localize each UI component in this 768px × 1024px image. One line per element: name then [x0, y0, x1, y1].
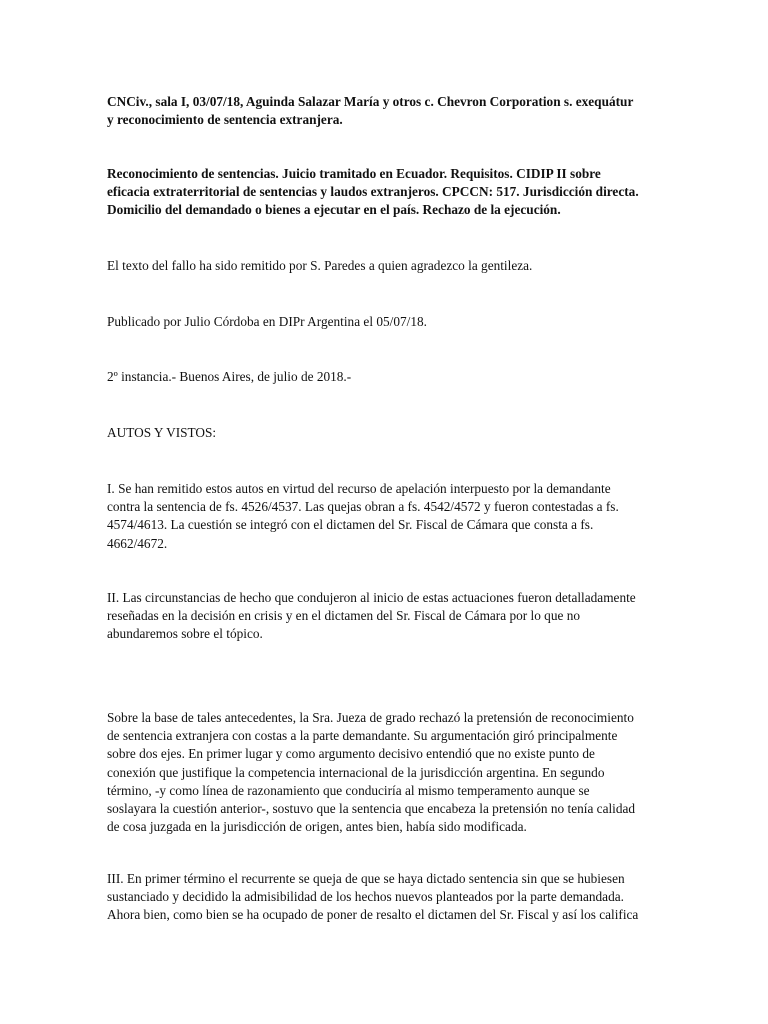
title-line: CNCiv., sala I, 03/07/18, Aguinda Salazar María y otros c. Chevron Corporation s. exequátur: [107, 94, 634, 109]
published-paragraph: [107, 313, 667, 331]
section-1-line: I. Se han remitido estos autos en virtud del recurso de apelación interpuesto por la demandante: [107, 481, 611, 496]
base-paragraph-line: sobre dos ejes. En primer lugar y como argumento decisivo entendió que no existe punto de: [107, 746, 595, 762]
instance-paragraph: [107, 368, 667, 386]
summary-line: Reconocimiento de sentencias. Juicio tramitado en Ecuador. Requisitos. CIDIP II sobre: [107, 166, 601, 181]
section-2-paragraph: [107, 589, 667, 644]
section-3-line: sustanciado y decidido la admisibilidad de los hechos nuevos planteados por la parte demandada.: [107, 889, 624, 905]
base-paragraph-line: soslayara la cuestión anterior-, sostuvo que la sentencia que encabeza la pretensión no tenía calidad: [107, 800, 636, 816]
published-line: Publicado por Julio Córdoba en DIPr Argentina el 05/07/18.: [107, 314, 427, 329]
section-3-line: Ahora bien, como bien se ha ocupado de poner de resalto el dictamen del Sr. Fiscal y así los califica: [107, 907, 639, 923]
section-3-paragraph: [107, 870, 667, 925]
base-paragraph-line: de sentencia extranjera con costas a la parte demandante. Su argumentación giró principalmente: [107, 728, 618, 744]
autos-heading-line: AUTOS Y VISTOS:: [107, 425, 217, 440]
section-3-line: III. En primer término el recurrente se queja de que se haya dictado sentencia sin que se hubiesen: [107, 871, 625, 886]
autos-heading: [107, 424, 667, 442]
section-2-line: reseñadas en la decisión en crisis y en el dictamen del Sr. Fiscal de Cámara por lo que no: [107, 608, 581, 624]
summary-line: Domicilio del demandado o bienes a ejecutar en el país. Rechazo de la ejecución.: [107, 202, 561, 218]
base-paragraph-line: término, -y como línea de razonamiento que conduciría al mismo temperamento aunque se: [107, 782, 590, 798]
credit-paragraph: [107, 257, 667, 275]
base-paragraph-line: conexión que justifique la competencia internacional de la jurisdicción argentina. En segundo: [107, 764, 605, 780]
section-2-line: abundaremos sobre el tópico.: [107, 626, 263, 642]
section-1-line: contra la sentencia de fs. 4526/4537. Las quejas obran a fs. 4542/4572 y fueron contestadas a fs.: [107, 499, 619, 515]
section-2-line: II. Las circunstancias de hecho que condujeron al inicio de estas actuaciones fueron detalladamente: [107, 590, 636, 605]
document-summary: [107, 165, 667, 220]
summary-line: eficacia extraterritorial de sentencias y laudos extranjeros. CPCCN: 517. Jurisdicción directa.: [107, 184, 639, 200]
instance-line: 2º instancia.- Buenos Aires, de julio de 2018.-: [107, 369, 352, 384]
section-1-paragraph: [107, 480, 667, 553]
base-paragraph-line: Sobre la base de tales antecedentes, la Sra. Jueza de grado rechazó la pretensión de reconocimiento: [107, 710, 634, 725]
credit-line: El texto del fallo ha sido remitido por S. Paredes a quien agradezco la gentileza.: [107, 258, 533, 273]
section-1-line: 4574/4613. La cuestión se integró con el dictamen del Sr. Fiscal de Cámara que consta a fs.: [107, 517, 594, 533]
document-title: [107, 93, 667, 129]
section-1-line: 4662/4672.: [107, 535, 168, 551]
base-paragraph: [107, 709, 667, 836]
title-line: y reconocimiento de sentencia extranjera.: [107, 112, 343, 128]
base-paragraph-line: de cosa juzgada en la jurisdicción de origen, antes bien, había sido modificada.: [107, 819, 527, 835]
